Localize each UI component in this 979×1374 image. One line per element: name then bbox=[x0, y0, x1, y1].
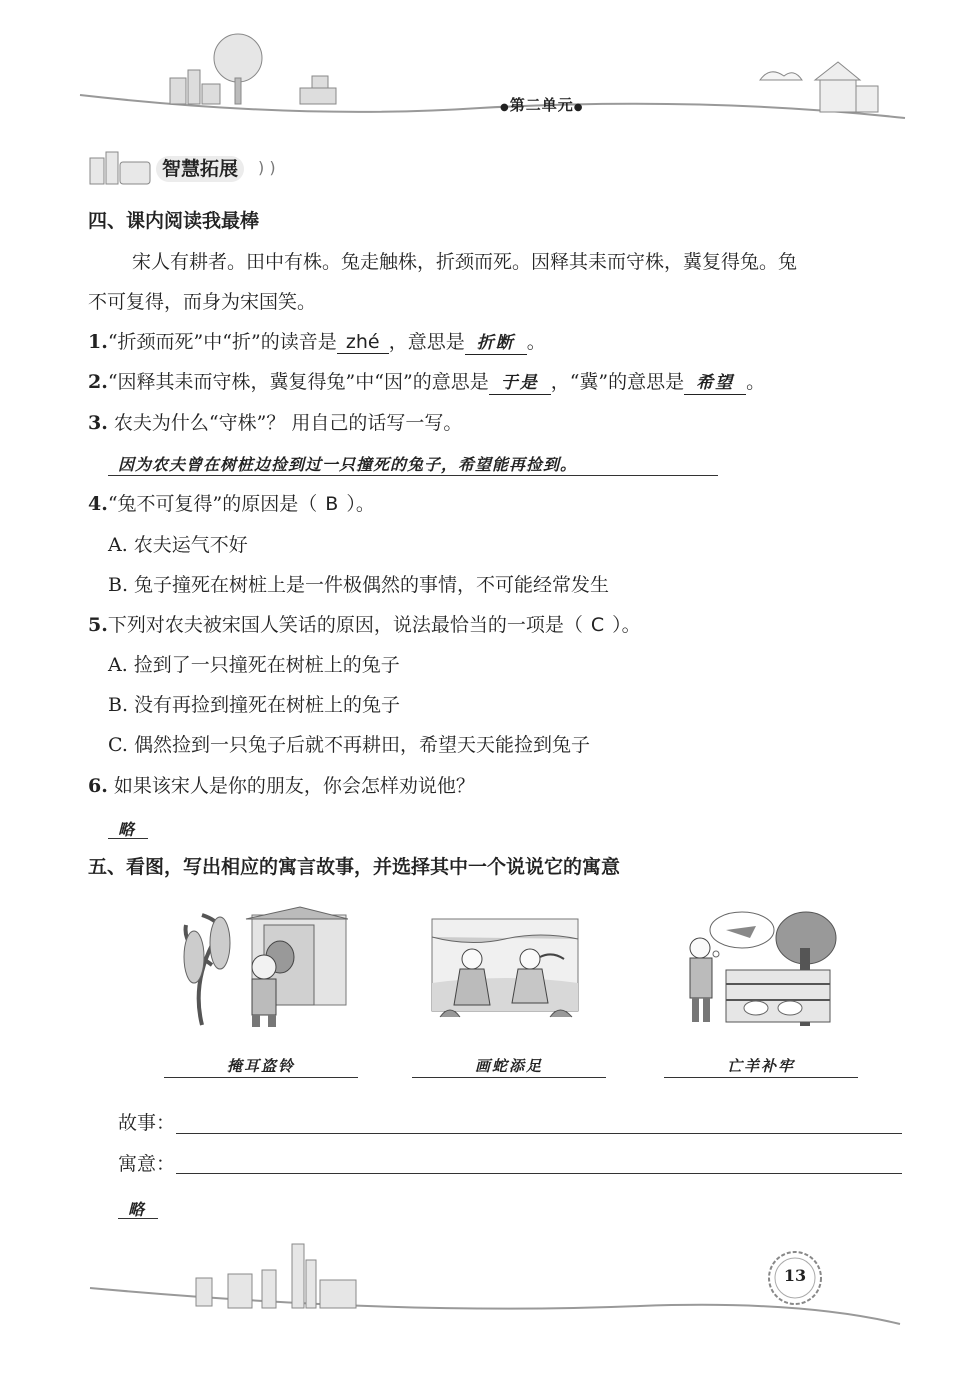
section4-title: 四、课内阅读我最棒 bbox=[88, 210, 260, 232]
q2-answer-yin[interactable]: 于是 bbox=[489, 372, 551, 395]
caption-3-line bbox=[664, 1077, 858, 1078]
footer-decoration bbox=[0, 1230, 979, 1340]
caption-2[interactable]: 画蛇添足 bbox=[474, 1057, 543, 1075]
q5-answer[interactable]: C bbox=[590, 614, 605, 636]
header-decoration bbox=[0, 0, 979, 140]
q3-answer[interactable]: 因为农夫曾在树桩边捡到过一只撞死的兔子，希望能再捡到。 bbox=[118, 455, 578, 474]
section5-title: 五、看图，写出相应的寓言故事，并选择其中一个说说它的寓意 bbox=[88, 856, 621, 878]
q4-option-b: B. 兔子撞死在树桩上是一件极偶然的事情，不可能经常发生 bbox=[108, 574, 610, 596]
q2-answer-ji[interactable]: 希望 bbox=[684, 372, 746, 395]
q6-answer-line bbox=[108, 838, 148, 839]
caption-1-line bbox=[164, 1077, 358, 1078]
q6-answer[interactable]: 略 bbox=[118, 820, 137, 839]
caption-2-line bbox=[412, 1077, 606, 1078]
q1-answer-pinyin[interactable]: zhé bbox=[337, 331, 389, 354]
passage-line-2: 不可复得，而身为宋国笑。 bbox=[88, 291, 317, 313]
caption-3[interactable]: 亡羊补牢 bbox=[726, 1057, 795, 1075]
q5-option-b: B. 没有再捡到撞死在树桩上的兔子 bbox=[108, 694, 401, 716]
story-label: 故事： bbox=[118, 1112, 176, 1134]
question-6: 6. 如果该宋人是你的朋友，你会怎样劝说他？ bbox=[88, 775, 475, 797]
question-2: 2.“因释其耒而守株，冀复得兔”中“因”的意思是 于是 ，“冀”的意思是 希望 。 bbox=[88, 371, 766, 393]
question-3: 3. 农夫为什么“守株”？ 用自己的话写一写。 bbox=[88, 412, 463, 434]
q5-option-a: A. 捡到了一只撞死在树桩上的兔子 bbox=[108, 654, 400, 676]
q4-option-a: A. 农夫运气不好 bbox=[108, 534, 248, 556]
picture-bell-story bbox=[172, 905, 348, 1029]
question-4: 4.“兔不可复得”的原因是（ B ）。 bbox=[88, 493, 375, 515]
q4-answer[interactable]: B bbox=[325, 493, 339, 515]
page-number: 13 bbox=[783, 1266, 807, 1285]
q1-answer-meaning[interactable]: 折断 bbox=[465, 332, 527, 355]
question-1: 1.“折颈而死”中“折”的读音是 zhé ，意思是 折断 。 bbox=[88, 331, 546, 353]
moral-answer-line[interactable] bbox=[176, 1173, 902, 1174]
passage-line-1: 宋人有耕者。田中有株。兔走触株，折颈而死。因释其耒而守株，冀复得兔。兔 bbox=[132, 251, 798, 273]
caption-1[interactable]: 掩耳盗铃 bbox=[226, 1057, 295, 1075]
moral-label: 寓意： bbox=[118, 1153, 176, 1175]
q3-answer-line bbox=[108, 475, 718, 476]
banner-label: 智慧拓展 bbox=[156, 154, 244, 181]
banner-wave-icon: ) ) bbox=[258, 158, 276, 177]
section5-answer[interactable]: 略 bbox=[128, 1200, 147, 1219]
story-answer-line[interactable] bbox=[176, 1133, 902, 1134]
question-5: 5.下列对农夫被宋国人笑话的原因，说法最恰当的一项是（ C ）。 bbox=[88, 614, 641, 636]
picture-sheep-pen-story bbox=[686, 908, 838, 1028]
banner-books-icon bbox=[86, 146, 156, 188]
picture-snake-story bbox=[430, 917, 580, 1029]
unit-title: ●第二单元● bbox=[500, 96, 584, 114]
section5-answer-line bbox=[118, 1218, 158, 1219]
q5-option-c: C. 偶然捡到一只兔子后就不再耕田，希望天天能捡到兔子 bbox=[108, 734, 590, 756]
